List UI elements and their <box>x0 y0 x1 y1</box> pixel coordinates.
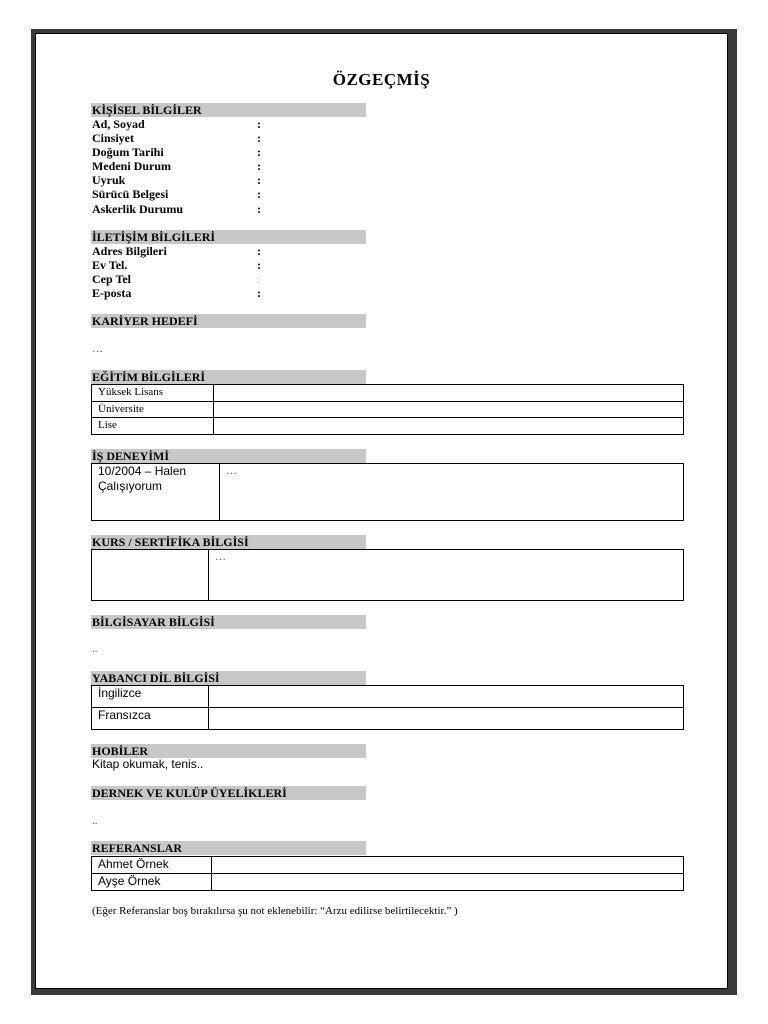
language-name-cell: İngilizce <box>92 686 209 708</box>
field-separator: : <box>257 187 261 201</box>
table-row <box>92 857 684 874</box>
section-heading-hobbies: HOBİLER <box>91 744 366 758</box>
field-label-email: E-posta <box>92 286 132 300</box>
education-level-cell: Yüksek Lisans <box>92 385 214 402</box>
section-heading-memberships: DERNEK VE KULÜP ÜYELİKLERİ <box>91 786 366 800</box>
memberships-text: .. <box>92 815 98 827</box>
field-separator: : <box>257 145 261 159</box>
hobbies-text: Kitap okumak, tenis.. <box>92 757 204 771</box>
reference-name-cell: Ahmet Örnek <box>92 857 212 874</box>
field-separator: : <box>257 286 261 300</box>
table-row <box>92 708 684 730</box>
languages-table <box>91 685 684 730</box>
references-table <box>91 856 684 891</box>
education-detail-cell <box>214 385 684 402</box>
section-heading-contact: İLETİŞİM BİLGİLERİ <box>91 230 366 244</box>
document-page <box>35 33 728 989</box>
field-separator: : <box>257 244 261 258</box>
language-name-cell: Fransızca <box>92 708 209 730</box>
table-row <box>92 874 684 891</box>
section-heading-experience: İŞ DENEYİMİ <box>91 449 366 463</box>
section-heading-courses: KURS / SERTİFİKA BİLGİSİ <box>91 535 366 549</box>
section-heading-references: REFERANSLAR <box>91 841 366 855</box>
field-label-name: Ad, Soyad <box>92 117 145 131</box>
field-separator: : <box>257 159 261 173</box>
field-label-birthdate: Doğum Tarihi <box>92 145 164 159</box>
education-detail-cell <box>214 418 684 435</box>
field-label-gender: Cinsiyet <box>92 131 134 145</box>
course-name-cell <box>92 550 209 601</box>
education-level-cell: Lise <box>92 418 214 435</box>
field-separator: : <box>257 173 261 187</box>
field-label-home-phone: Ev Tel. <box>92 258 128 272</box>
section-heading-personal: KİŞİSEL BİLGİLER <box>91 103 366 117</box>
table-row <box>92 385 684 402</box>
education-detail-cell <box>214 402 684 418</box>
computer-skills-text: .. <box>92 643 98 655</box>
document-title: ÖZGEÇMİŞ <box>332 70 431 89</box>
field-label-nationality: Uyruk <box>92 173 126 187</box>
table-row <box>92 686 684 708</box>
section-heading-computer: BİLGİSAYAR BİLGİSİ <box>91 615 366 629</box>
table-row <box>92 418 684 435</box>
field-label-marital-status: Medeni Durum <box>92 159 171 173</box>
reference-name-cell: Ayşe Örnek <box>92 874 212 891</box>
field-separator: : <box>257 258 261 272</box>
experience-detail-cell: … <box>220 464 684 521</box>
education-level-cell: Üniversite <box>92 402 214 418</box>
table-row <box>92 402 684 418</box>
reference-detail-cell <box>212 874 684 891</box>
field-separator: : <box>257 272 261 286</box>
references-note: (Eğer Referanslar boş bırakılırsa şu not eklenebilir: “Arzu edilirse belirtilecektir.” ) <box>92 905 458 917</box>
education-table <box>91 384 684 435</box>
language-level-cell <box>209 708 684 730</box>
field-separator: : <box>257 117 261 131</box>
field-label-driving-licence: Sürücü Belgesi <box>92 187 169 201</box>
section-heading-languages: YABANCI DİL BİLGİSİ <box>91 671 366 685</box>
experience-period-cell: 10/2004 – Halen Çalışıyorum <box>92 464 220 521</box>
language-level-cell <box>209 686 684 708</box>
table-row <box>92 550 684 601</box>
table-row <box>92 464 684 521</box>
experience-table <box>91 463 684 521</box>
field-label-military-status: Askerlik Durumu <box>92 202 184 216</box>
field-label-address: Adres Bilgileri <box>92 244 167 258</box>
field-label-mobile-phone: Cep Tel <box>92 272 132 286</box>
field-separator: : <box>257 202 261 216</box>
section-heading-career: KARİYER HEDEFİ <box>91 314 366 328</box>
reference-detail-cell <box>212 857 684 874</box>
section-heading-education: EĞİTİM BİLGİLERİ <box>91 370 366 384</box>
field-separator: : <box>257 131 261 145</box>
courses-table <box>91 549 684 601</box>
career-text: … <box>92 343 103 355</box>
course-detail-cell: … <box>209 550 684 601</box>
